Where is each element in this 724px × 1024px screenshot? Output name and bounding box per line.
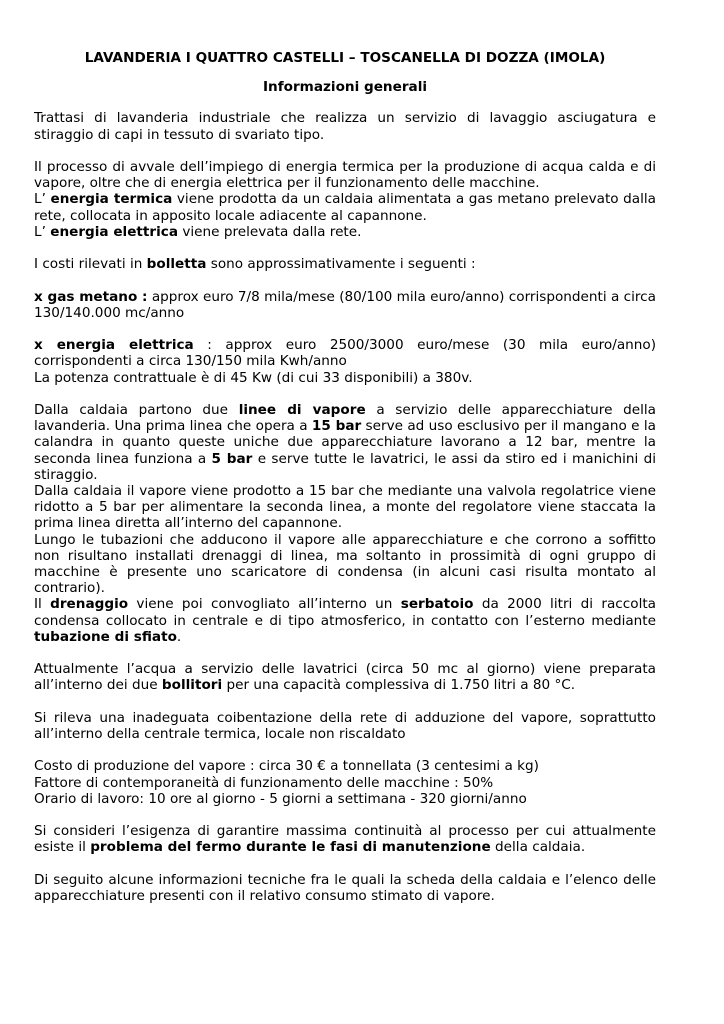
vent-pipe-term: tubazione di sfiato	[34, 628, 177, 645]
pressure-15-bar: 15 bar	[311, 418, 362, 435]
energy-process-text: Il processo di avvale dell’impiego di energia termica per la produzione di acqua calda e di vapore, oltre che di energia elettrica per il funzionamento delle macchine.	[34, 159, 656, 192]
thermal-energy-desc: viene prodotta da un caldaia alimentata a gas metano prelevato dalla rete, collocata in apposito locale adiacente al capannone.	[34, 191, 656, 224]
steam-a-post2: serve ad uso esclusivo per il mangano e la calandra in quanto queste uniche due apparecchiature lavorano a 12 bar, mentre la seconda linea funziona a	[34, 418, 656, 467]
steam-lines-term: linee di vapore	[238, 401, 366, 418]
electric-cost-line	[34, 337, 656, 369]
maintenance-problem-term: problema del fermo durante le fasi di manutenzione	[90, 839, 491, 856]
paragraph-electric-cost	[34, 337, 656, 386]
costs-suffix: sono approssimativamente i seguenti :	[206, 256, 476, 273]
drainage-term: drenaggio	[50, 596, 129, 613]
continuity-pre: Si consideri l’esigenza di garantire massima continuità al processo per cui attualmente esiste il	[34, 823, 656, 856]
gas-cost-label: x gas metano :	[34, 288, 148, 305]
contract-power-line: La potenza contrattuale è di 45 Kw (di cui 33 disponibili) a 380v.	[34, 369, 473, 386]
paragraph-technical-info: Di seguito alcune informazioni tecniche fra le quali la scheda della caldaia e l’elenco delle apparecchiature presenti con il relativo consumo stimato di vapore.	[34, 871, 656, 904]
document-subtitle: Informazioni generali	[262, 79, 428, 96]
paragraph-costs-intro	[34, 256, 656, 272]
electric-energy-desc: viene prelevata dalla rete.	[178, 223, 362, 240]
drain-pre: Il	[34, 596, 51, 613]
drainage-text	[34, 596, 656, 645]
drain-post: .	[176, 628, 182, 645]
electric-prefix: L’	[34, 223, 51, 240]
document-title: LAVANDERIA I QUATTRO CASTELLI – TOSCANELLA DI DOZZA (IMOLA)	[84, 50, 606, 66]
simultaneity-line: Fattore di contemporaneità di funzionamento delle macchine : 50%	[34, 774, 494, 791]
hot-water-post: per una capacità complessiva di 1.750 litri a 80 °C.	[222, 677, 576, 694]
steam-cost-line: Costo di produzione del vapore : circa 30 € a tonnellata (3 centesimi a kg)	[34, 758, 539, 775]
steam-pipes-text: Lungo le tubazioni che adducono il vapore alle apparecchiature e che corrono a soffitto non risultano installati drenaggi di linea, ma soltanto in prossimità di ogni gruppo di macchine è presente uno scaricatore di condensa (in alcuni casi risulta montato al contrario).	[34, 531, 656, 597]
paragraph-intro: Trattasi di lavanderia industriale che realizza un servizio di lavaggio asciugatura e stiraggio di capi in tessuto di svariato tipo.	[34, 110, 656, 143]
paragraph-energy	[34, 159, 656, 240]
steam-a-post3: e serve tutte le lavatrici, le assi da stiro ed i manichini di stiraggio.	[34, 450, 656, 483]
steam-lines-text	[34, 402, 656, 483]
hot-water-pre: Attualmente l’acqua a servizio delle lavatrici (circa 50 mc al giorno) viene preparata all’interno dei due	[34, 661, 656, 694]
drain-mid: viene poi convogliato all’interno un	[128, 596, 401, 613]
steam-regulator-text: Dalla caldaia il vapore viene prodotto a 15 bar che mediante una valvola regolatrice viene ridotto a 5 bar per alimentare la seconda linea, a monte del regolatore viene staccata la prima linea diretta all’interno del capannone.	[34, 483, 656, 532]
paragraph-hot-water	[34, 661, 656, 693]
thermal-prefix: L’	[34, 191, 51, 208]
paragraph-continuity	[34, 823, 656, 855]
electric-energy-line	[34, 224, 656, 240]
boilers-term: bollitori	[161, 677, 223, 694]
electric-energy-term: energia elettrica	[50, 223, 179, 240]
electric-cost-value: : approx euro 2500/3000 euro/mese (30 mila euro/anno) corrispondenti a circa 130/150 mila Kwh/anno	[34, 337, 657, 370]
continuity-post: della caldaia.	[490, 839, 586, 856]
costs-prefix: I costi rilevati in	[34, 256, 147, 273]
steam-a-post: a servizio delle apparecchiature della lavanderia. Una prima linea che opera a	[34, 401, 656, 435]
gas-cost-value: approx euro 7/8 mila/mese (80/100 mila euro/anno) corrispondenti a circa 130/140.000 mc/anno	[34, 288, 656, 321]
bill-term: bolletta	[146, 256, 207, 273]
steam-a-pre: Dalla caldaia partono due	[34, 401, 239, 418]
drain-mid2: da 2000 litri di raccolta condensa collocato in centrale e di tipo atmosferico, in contatto con l’esterno mediante	[34, 596, 657, 629]
paragraph-parameters	[34, 758, 656, 807]
paragraph-steam-lines	[34, 402, 656, 645]
electric-cost-label: x energia elettrica	[34, 337, 194, 354]
paragraph-gas-cost	[34, 289, 656, 321]
tank-term: serbatoio	[400, 596, 474, 613]
thermal-energy-term: energia termica	[50, 191, 173, 208]
paragraph-insulation: Si rileva una inadeguata coibentazione della rete di adduzione del vapore, soprattutto all’interno della centrale termica, locale non riscaldato	[34, 709, 656, 743]
thermal-energy-line	[34, 191, 656, 223]
work-hours-line: Orario di lavoro: 10 ore al giorno - 5 giorni a settimana - 320 giorni/anno	[34, 790, 527, 807]
pressure-5-bar: 5 bar	[211, 450, 253, 467]
